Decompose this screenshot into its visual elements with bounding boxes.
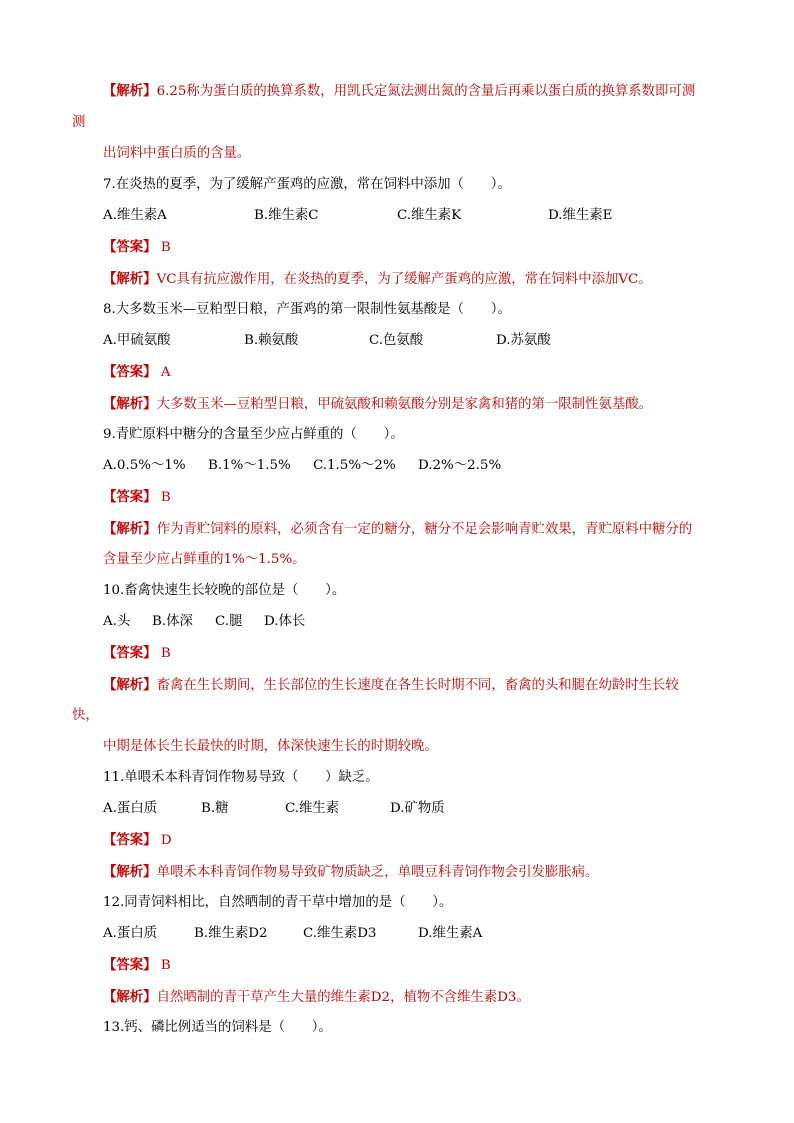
question-7: 7.在炎热的夏季，为了缓解产蛋鸡的应激，常在饲料中添加（ ）。 — [103, 177, 511, 192]
analysis-line — [103, 82, 695, 101]
analysis-line — [103, 270, 652, 289]
answer-value: D — [160, 833, 172, 848]
analysis-tag: 【解析】 — [103, 83, 157, 99]
option-b: B.1%～1.5% — [208, 458, 291, 473]
analysis-line — [103, 676, 679, 695]
question-9: 9.青贮原料中糖分的含量至少应占鲜重的（ ）。 — [103, 427, 404, 442]
answer-line — [103, 956, 171, 975]
option-c: C.腿 — [215, 614, 243, 629]
option-c: C.维生素 — [285, 801, 340, 816]
analysis-tag: 【解析】 — [103, 677, 157, 693]
option-a: A.蛋白质 — [103, 926, 158, 941]
option-a: A.头 — [103, 614, 131, 629]
question-13: 13.钙、磷比例适当的饲料是（ ）。 — [103, 1020, 332, 1035]
option-c: C.维生素K — [397, 208, 462, 223]
analysis-line — [103, 863, 598, 882]
question-10: 10.畜禽快速生长较晚的部位是（ ）。 — [103, 583, 346, 598]
option-b: B.赖氨酸 — [244, 333, 299, 348]
analysis-line — [103, 520, 692, 539]
answer-line — [103, 644, 171, 663]
analysis-text: 畜禽在生长期间，生长部位的生长速度在各生长时期不同，畜禽的头和腿在幼龄时生长较 — [156, 678, 679, 693]
option-d: D.2%～2.5% — [418, 458, 502, 473]
answer-value: B — [160, 958, 171, 973]
option-b: B.糖 — [201, 801, 229, 816]
answer-tag: 【答案】 — [103, 489, 157, 505]
answer-tag: 【答案】 — [103, 239, 157, 255]
option-a: A.甲硫氨酸 — [103, 333, 171, 348]
answer-value: B — [160, 240, 171, 255]
answer-line — [103, 363, 171, 382]
answer-value: A — [160, 365, 171, 380]
answer-line — [103, 488, 171, 507]
answer-line — [103, 238, 171, 257]
analysis-tag: 【解析】 — [103, 271, 157, 287]
analysis-tag: 【解析】 — [103, 864, 157, 880]
option-d: D.体长 — [264, 614, 306, 629]
option-d: D.矿物质 — [390, 801, 445, 816]
analysis-text: 作为青贮饲料的原料，必须含有一定的糖分，糖分不足会影响青贮效果，青贮原料中糖分的 — [156, 522, 693, 537]
analysis-wrap: 快， — [72, 708, 99, 723]
analysis-text: 单喂禾本科青饲作物易导致矿物质缺乏，单喂豆科青饲作物会引发膨胀病。 — [156, 865, 599, 880]
option-d: D.苏氨酸 — [496, 333, 551, 348]
option-a: A.0.5%～1% — [103, 458, 186, 473]
analysis-text: VC具有抗应激作用，在炎热的夏季，为了缓解产蛋鸡的应激，常在饲料中添加VC。 — [156, 272, 652, 287]
question-8: 8.大多数玉米—豆粕型日粮，产蛋鸡的第一限制性氨基酸是（ ）。 — [103, 302, 511, 317]
question-12: 12.同青饲料相比，自然晒制的青干草中增加的是（ ）。 — [103, 895, 453, 910]
option-a: A.蛋白质 — [103, 801, 158, 816]
answer-tag: 【答案】 — [103, 957, 157, 973]
option-c: C.维生素D3 — [303, 926, 377, 941]
analysis-line — [103, 988, 530, 1007]
analysis-tag: 【解析】 — [103, 396, 157, 412]
analysis-continuation: 含量至少应占鲜重的1%～1.5%。 — [103, 552, 306, 567]
option-d: D.维生素E — [548, 208, 613, 223]
analysis-continuation: 出饲料中蛋白质的含量。 — [103, 146, 251, 161]
option-c: C.色氨酸 — [369, 333, 424, 348]
answer-value: B — [160, 646, 171, 661]
analysis-tag: 【解析】 — [103, 989, 157, 1005]
analysis-text: 自然晒制的青干草产生大量的维生素D2，植物不含维生素D3。 — [156, 990, 530, 1005]
answer-tag: 【答案】 — [103, 364, 157, 380]
analysis-text: 6.25称为蛋白质的换算系数，用凯氏定氮法测出氮的含量后再乘以蛋白质的换算系数即可测 — [156, 84, 696, 99]
analysis-tag: 【解析】 — [103, 521, 157, 537]
analysis-wrap: 测 — [72, 115, 86, 130]
analysis-text: 大多数玉米—豆粕型日粮，甲硫氨酸和赖氨酸分别是家禽和猪的第一限制性氨基酸。 — [156, 397, 653, 412]
option-b: B.维生素C — [254, 208, 319, 223]
answer-value: B — [160, 490, 171, 505]
option-a: A.维生素A — [103, 208, 167, 223]
option-b: B.维生素D2 — [194, 926, 268, 941]
answer-tag: 【答案】 — [103, 832, 157, 848]
analysis-continuation: 中期是体长生长最快的时期，体深快速生长的时期较晚。 — [103, 739, 438, 754]
question-11: 11.单喂禾本科青饲作物易导致（ ）缺乏。 — [103, 770, 379, 785]
analysis-line — [103, 395, 652, 414]
answer-tag: 【答案】 — [103, 645, 157, 661]
answer-line — [103, 831, 172, 850]
option-d: D.维生素A — [418, 926, 483, 941]
option-c: C.1.5%～2% — [313, 458, 396, 473]
option-b: B.体深 — [152, 614, 193, 629]
